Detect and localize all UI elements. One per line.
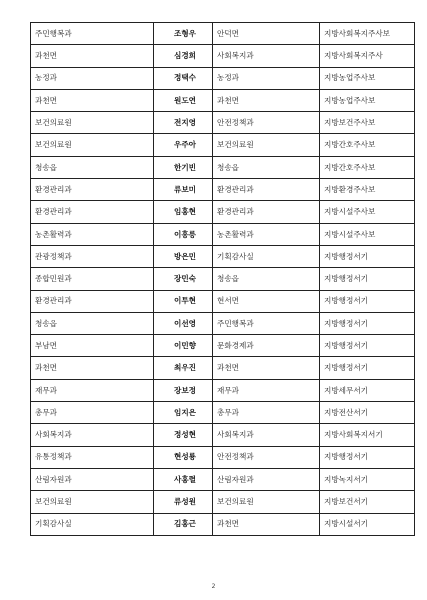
new-department-cell: 과천면: [213, 89, 320, 111]
employee-name-cell: 이민향: [154, 335, 213, 357]
table-row: [31, 156, 415, 178]
new-department-cell: 보건의료원: [213, 491, 320, 513]
previous-department-cell: 과천면: [31, 45, 154, 67]
employee-name-cell: 조형우: [154, 23, 213, 45]
new-department-cell: 환경관리과: [213, 179, 320, 201]
rank-cell: 지방시설주사보: [320, 201, 415, 223]
employee-name-cell: 한기빈: [154, 156, 213, 178]
new-department-cell: 재무과: [213, 379, 320, 401]
new-department-cell: 기획감사실: [213, 245, 320, 267]
previous-department-cell: 환경관리과: [31, 201, 154, 223]
new-department-cell: 농정과: [213, 67, 320, 89]
rank-cell: 지방농업주사보: [320, 89, 415, 111]
previous-department-cell: 재무과: [31, 379, 154, 401]
employee-name-cell: 이선영: [154, 312, 213, 334]
rank-cell: 지방전산서기: [320, 402, 415, 424]
employee-name-cell: 이투현: [154, 290, 213, 312]
rank-cell: 지방세무서기: [320, 379, 415, 401]
new-department-cell: 주민행복과: [213, 312, 320, 334]
table-row: [31, 379, 415, 401]
new-department-cell: 문화경제과: [213, 335, 320, 357]
previous-department-cell: 과천면: [31, 89, 154, 111]
previous-department-cell: 주민행복과: [31, 23, 154, 45]
table-row: [31, 67, 415, 89]
employee-name-cell: 류성원: [154, 491, 213, 513]
table-row: [31, 491, 415, 513]
rank-cell: 지방녹지서기: [320, 468, 415, 490]
previous-department-cell: 부남면: [31, 335, 154, 357]
rank-cell: 지방행정서기: [320, 335, 415, 357]
employee-name-cell: 현성룡: [154, 446, 213, 468]
previous-department-cell: 유통정책과: [31, 446, 154, 468]
rank-cell: 지방간호주사보: [320, 134, 415, 156]
rank-cell: 지방사회복지서기: [320, 424, 415, 446]
new-department-cell: 과천면: [213, 513, 320, 535]
employee-name-cell: 장보정: [154, 379, 213, 401]
rank-cell: 지방사회복지주사보: [320, 23, 415, 45]
rank-cell: 지방사회복지주사: [320, 45, 415, 67]
table-row: [31, 468, 415, 490]
table-row: [31, 513, 415, 535]
rank-cell: 지방간호주사보: [320, 156, 415, 178]
new-department-cell: 청송읍: [213, 156, 320, 178]
employee-name-cell: 사홍렬: [154, 468, 213, 490]
table-row: [31, 179, 415, 201]
new-department-cell: 현서면: [213, 290, 320, 312]
rank-cell: 지방행정서기: [320, 245, 415, 267]
personnel-table-body: [31, 23, 415, 536]
previous-department-cell: 총무과: [31, 402, 154, 424]
table-row: [31, 312, 415, 334]
employee-name-cell: 전지영: [154, 112, 213, 134]
previous-department-cell: 산림자원과: [31, 468, 154, 490]
employee-name-cell: 정택수: [154, 67, 213, 89]
table-row: [31, 134, 415, 156]
employee-name-cell: 임홍현: [154, 201, 213, 223]
rank-cell: 지방행정서기: [320, 290, 415, 312]
rank-cell: 지방행정서기: [320, 268, 415, 290]
new-department-cell: 보건의료원: [213, 134, 320, 156]
table-row: [31, 335, 415, 357]
previous-department-cell: 보건의료원: [31, 491, 154, 513]
rank-cell: 지방시설서기: [320, 513, 415, 535]
table-row: [31, 89, 415, 111]
previous-department-cell: 농촌활력과: [31, 223, 154, 245]
table-row: [31, 268, 415, 290]
page-number: 2: [211, 583, 216, 590]
previous-department-cell: 환경관리과: [31, 290, 154, 312]
table-row: [31, 245, 415, 267]
new-department-cell: 사회복지과: [213, 45, 320, 67]
previous-department-cell: 보건의료원: [31, 112, 154, 134]
new-department-cell: 총무과: [213, 402, 320, 424]
previous-department-cell: 환경관리과: [31, 179, 154, 201]
employee-name-cell: 방은민: [154, 245, 213, 267]
rank-cell: 지방행정서기: [320, 357, 415, 379]
rank-cell: 지방환경주사보: [320, 179, 415, 201]
employee-name-cell: 류보미: [154, 179, 213, 201]
previous-department-cell: 농정과: [31, 67, 154, 89]
previous-department-cell: 보건의료원: [31, 134, 154, 156]
new-department-cell: 안덕면: [213, 23, 320, 45]
new-department-cell: 산림자원과: [213, 468, 320, 490]
rank-cell: 지방행정서기: [320, 446, 415, 468]
table-row: [31, 112, 415, 134]
previous-department-cell: 사회복지과: [31, 424, 154, 446]
table-row: [31, 45, 415, 67]
previous-department-cell: 과천면: [31, 357, 154, 379]
new-department-cell: 안전정책과: [213, 112, 320, 134]
table-row: [31, 402, 415, 424]
new-department-cell: 농촌활력과: [213, 223, 320, 245]
rank-cell: 지방농업주사보: [320, 67, 415, 89]
rank-cell: 지방시설주사보: [320, 223, 415, 245]
previous-department-cell: 종합민원과: [31, 268, 154, 290]
table-row: [31, 446, 415, 468]
employee-name-cell: 이흥릉: [154, 223, 213, 245]
employee-name-cell: 우주아: [154, 134, 213, 156]
employee-name-cell: 원도연: [154, 89, 213, 111]
previous-department-cell: 관광정책과: [31, 245, 154, 267]
new-department-cell: 청송읍: [213, 268, 320, 290]
rank-cell: 지방보건서기: [320, 491, 415, 513]
table-row: [31, 424, 415, 446]
table-row: [31, 223, 415, 245]
new-department-cell: 환경관리과: [213, 201, 320, 223]
employee-name-cell: 최우진: [154, 357, 213, 379]
new-department-cell: 안전정책과: [213, 446, 320, 468]
rank-cell: 지방행정서기: [320, 312, 415, 334]
previous-department-cell: 청송읍: [31, 156, 154, 178]
table-row: [31, 201, 415, 223]
employee-name-cell: 심경희: [154, 45, 213, 67]
previous-department-cell: 청송읍: [31, 312, 154, 334]
employee-name-cell: 장민숙: [154, 268, 213, 290]
rank-cell: 지방보건주사보: [320, 112, 415, 134]
table-row: [31, 23, 415, 45]
new-department-cell: 과천면: [213, 357, 320, 379]
employee-name-cell: 임지은: [154, 402, 213, 424]
personnel-table: [30, 22, 415, 536]
previous-department-cell: 기획감사실: [31, 513, 154, 535]
table-row: [31, 357, 415, 379]
employee-name-cell: 김홍근: [154, 513, 213, 535]
table-row: [31, 290, 415, 312]
employee-name-cell: 정성현: [154, 424, 213, 446]
new-department-cell: 사회복지과: [213, 424, 320, 446]
